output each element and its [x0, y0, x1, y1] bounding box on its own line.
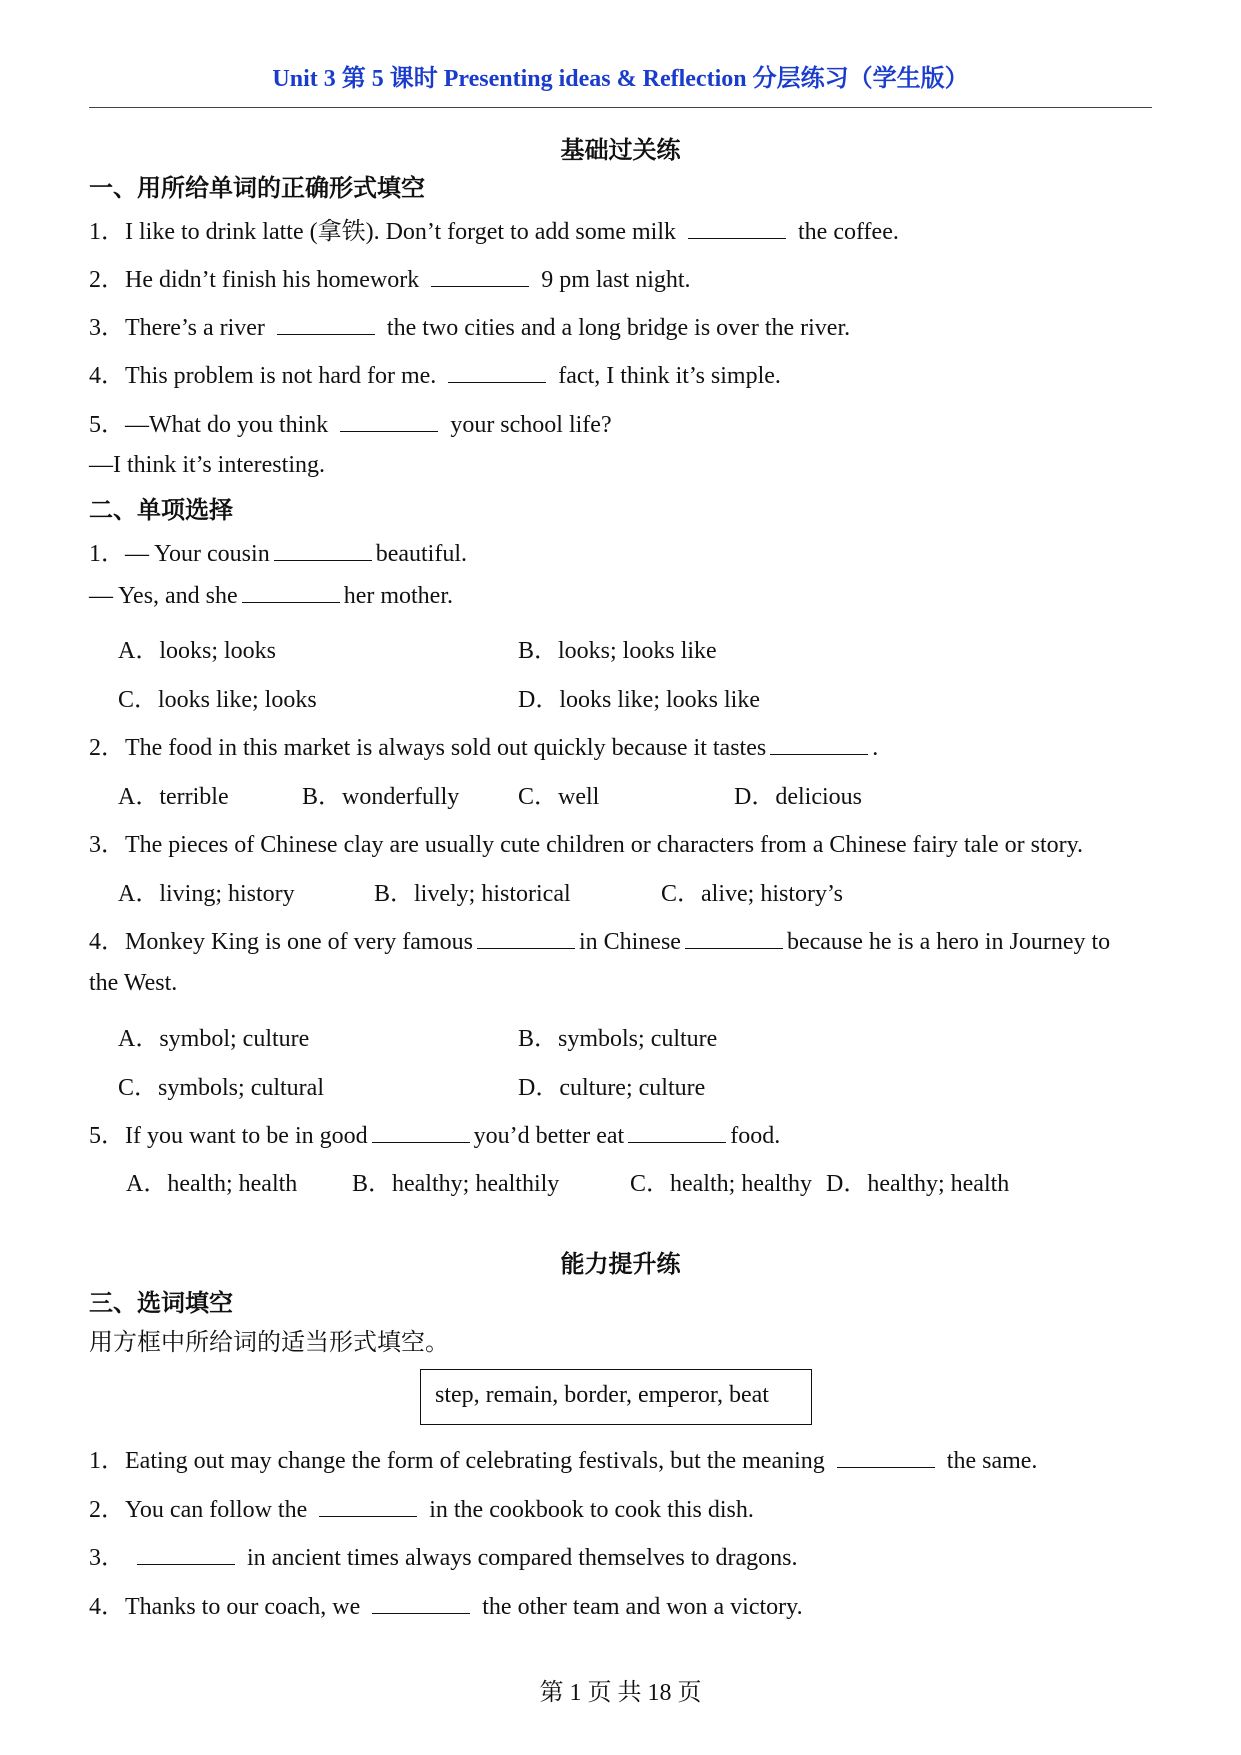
part3-item-3: 3． in ancient times always compared themselves to dragons. — [89, 1545, 798, 1571]
answer-blank[interactable] — [628, 1122, 726, 1143]
q1-option-a[interactable]: A．looks; looks — [118, 638, 277, 664]
q4-option-d[interactable]: D．culture; culture — [518, 1075, 706, 1101]
part1-item-1: 1．I like to drink latte (拿铁). Don’t forget to add some milk the coffee. — [89, 219, 899, 245]
document-header: Unit 3 第 5 课时 Presenting ideas & Reflection 分层练习（学生版） — [272, 66, 969, 92]
part3-item-1: 1．Eating out may change the form of celebrating festivals, but the meaning the same. — [89, 1448, 1038, 1474]
part1-item-2: 2．He didn’t finish his homework 9 pm last night. — [89, 267, 691, 293]
q1-line-a: 1．— Your cousin beautiful. — [89, 541, 468, 567]
q3-option-a[interactable]: A．living; history — [118, 881, 295, 907]
answer-blank[interactable] — [277, 314, 375, 335]
q4-stem: 4．Monkey King is one of very famous in Chinese because he is a hero in Journey to — [89, 929, 1111, 955]
q2-stem: 2．The food in this market is always sold out quickly because it tastes . — [89, 735, 879, 761]
part1-item-3: 3．There’s a river the two cities and a long bridge is over the river. — [89, 315, 851, 341]
q2-option-c[interactable]: C．well — [518, 784, 600, 810]
answer-blank[interactable] — [685, 928, 783, 949]
q3-option-b[interactable]: B．lively; historical — [374, 881, 571, 907]
part3-title: 三、选词填空 — [89, 1291, 233, 1317]
answer-blank[interactable] — [431, 266, 529, 287]
q1-option-c[interactable]: C．looks like; looks — [118, 687, 317, 713]
q2-option-b[interactable]: B．wonderfully — [302, 784, 460, 810]
q1-option-b[interactable]: B．looks; looks like — [518, 638, 717, 664]
q4-option-c[interactable]: C．symbols; cultural — [118, 1075, 324, 1101]
q3-stem: 3．The pieces of Chinese clay are usually cute children or characters from a Chinese fairy tale or story. — [89, 832, 1084, 858]
answer-blank[interactable] — [477, 928, 575, 949]
part1-item-4: 4．This problem is not hard for me. fact, I think it’s simple. — [89, 363, 781, 389]
q5-option-a[interactable]: A．health; health — [126, 1171, 298, 1197]
answer-blank[interactable] — [340, 411, 438, 432]
q4-option-b[interactable]: B．symbols; culture — [518, 1026, 718, 1052]
part1-item-5-reply: —I think it’s interesting. — [89, 452, 325, 478]
part3-item-4: 4．Thanks to our coach, we the other team and won a victory. — [89, 1594, 803, 1620]
q1-line-b: — Yes, and she her mother. — [89, 583, 453, 609]
q5-option-c[interactable]: C．health; healthy — [630, 1171, 812, 1197]
q3-option-c[interactable]: C．alive; history’s — [661, 881, 843, 907]
answer-blank[interactable] — [448, 362, 546, 383]
q5-stem: 5．If you want to be in good you’d better eat food. — [89, 1123, 781, 1149]
answer-blank[interactable] — [319, 1496, 417, 1517]
part1-item-5: 5．—What do you think your school life? — [89, 412, 612, 438]
answer-blank[interactable] — [770, 734, 868, 755]
page-number: 第 1 页 共 18 页 — [539, 1680, 702, 1706]
q2-option-a[interactable]: A．terrible — [118, 784, 229, 810]
section-title-basic: 基础过关练 — [560, 138, 681, 164]
part2-title: 二、单项选择 — [89, 498, 233, 524]
part3-instruction: 用方框中所给词的适当形式填空。 — [89, 1330, 449, 1356]
q1-option-d[interactable]: D．looks like; looks like — [518, 687, 760, 713]
word-box: step, remain, border, emperor, beat — [420, 1369, 812, 1425]
header-divider — [89, 107, 1152, 108]
part3-item-2: 2．You can follow the in the cookbook to cook this dish. — [89, 1497, 754, 1523]
q4-stem-cont: the West. — [89, 970, 178, 996]
answer-blank[interactable] — [372, 1593, 470, 1614]
q2-option-d[interactable]: D．delicious — [734, 784, 862, 810]
answer-blank[interactable] — [242, 582, 340, 603]
answer-blank[interactable] — [688, 218, 786, 239]
answer-blank[interactable] — [837, 1447, 935, 1468]
q5-option-b[interactable]: B．healthy; healthily — [352, 1171, 560, 1197]
answer-blank[interactable] — [274, 540, 372, 561]
q5-option-d[interactable]: D．healthy; health — [826, 1171, 1010, 1197]
part1-title: 一、用所给单词的正确形式填空 — [89, 176, 425, 202]
q4-option-a[interactable]: A．symbol; culture — [118, 1026, 310, 1052]
answer-blank[interactable] — [372, 1122, 470, 1143]
answer-blank[interactable] — [137, 1544, 235, 1565]
section-title-advanced: 能力提升练 — [560, 1252, 681, 1278]
